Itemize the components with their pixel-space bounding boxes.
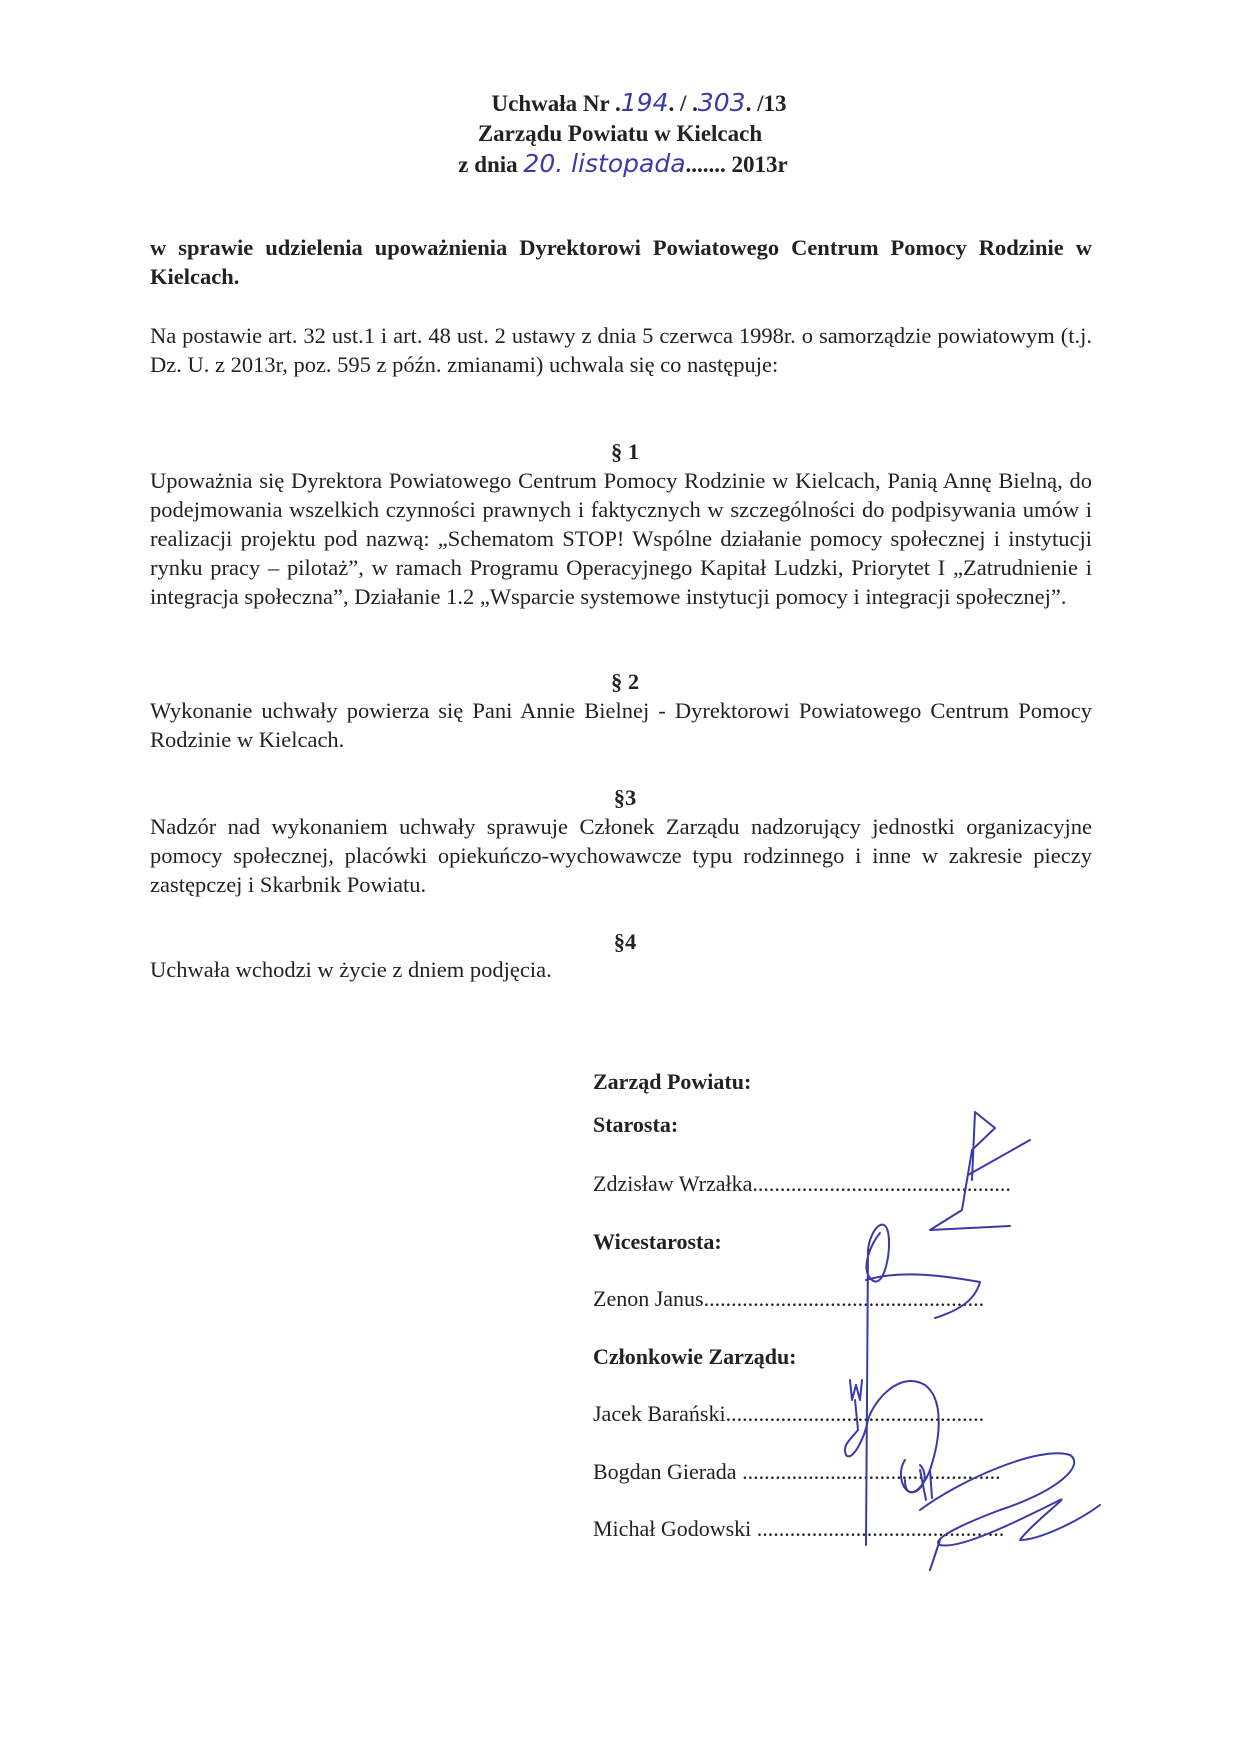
wicestarosta-name: Zenon Janus — [593, 1286, 704, 1311]
section-4-heading: §4 — [613, 929, 637, 954]
section-1-heading: § 1 — [610, 439, 640, 464]
date-prefix: z dnia — [458, 152, 524, 177]
section-1-text: Upoważnia się Dyrektora Powiatowego Centrum Pomocy Rodzinie w Kielcach, Panią Annę Bielną, do podejmowania wszelkich czynności prawnych i faktycznych w szczególności do podpisywania umów i realizacji projektu pod nazwą: „Schematom STOP! Wspólne działanie pomocy społecznej i instytucji rynku pracy – pilotaż”, w ramach Programu Operacyjnego Kapitał Ludzki, Priorytet I „Zatrudnienie i integracja społeczna”, Działanie 1.2 „Wsparcie systemowe instytucji pomocy i integracji społecznej”. — [150, 468, 1092, 609]
section-3-heading: §3 — [613, 785, 637, 810]
resolution-number-suffix: . /13 — [745, 91, 787, 116]
member-dots: ............................................... — [725, 1401, 985, 1426]
resolution-number-prefix: Uchwała Nr . — [491, 91, 621, 116]
handwritten-number-1: 194 — [620, 88, 669, 117]
starosta-dots: ............................................... — [752, 1171, 1011, 1196]
signature-wicestarosta — [866, 1225, 980, 1545]
resolution-number-separator: . / . — [668, 91, 698, 116]
section-2-text: Wykonanie uchwały powierza się Pani Annie Bielnej - Dyrektorowi Powiatowego Centrum Pomocy Rodzinie w Kielcach. — [150, 698, 1092, 752]
member-name: Jacek Barański — [593, 1401, 726, 1426]
resolution-header — [0, 88, 1240, 180]
member-name: Bogdan Gierada — [593, 1459, 737, 1484]
date-suffix: ....... 2013r — [685, 152, 788, 177]
starosta-signature-line — [593, 1170, 1090, 1198]
member-dots: ............................................. — [751, 1516, 1005, 1541]
starosta-label: Starosta: — [593, 1112, 679, 1137]
section-2-heading: § 2 — [610, 669, 640, 694]
wicestarosta-signature-line — [593, 1285, 1090, 1313]
section-4-text: Uchwała wchodzi w życie z dniem podjęcia. — [150, 957, 552, 982]
resolution-number-line — [38, 88, 1240, 119]
wicestarosta-dots: ................................................... — [703, 1286, 985, 1311]
members-label: Członkowie Zarządu: — [593, 1344, 797, 1369]
member-signature-line — [593, 1458, 1090, 1486]
legal-basis: Na postawie art. 32 ust.1 i art. 48 ust. 2 ustawy z dnia 5 czerwca 1998r. o samorządzie powiatowym (t.j. Dz. U. z 2013r, poz. 595 z późn. zmianami) uchwala się co następuje: — [150, 323, 1092, 377]
section-3-text: Nadzór nad wykonaniem uchwały sprawuje Członek Zarządu nadzorujący jednostki organizacyjne pomocy społecznej, placówki opiekuńczo-wychowawcze typu rodzinnego i inne w zakresie pieczy zastępczej i Skarbnik Powiatu. — [150, 814, 1092, 897]
board-label: Zarząd Powiatu: — [593, 1069, 752, 1094]
handwritten-date: 20. listopada — [523, 149, 686, 178]
member-name: Michał Godowski — [593, 1516, 752, 1541]
resolution-subject: w sprawie udzielenia upoważnienia Dyrektorowi Powiatowego Centrum Pomocy Rodzinie w Kielcach. — [150, 235, 1092, 289]
member-signature-line — [593, 1515, 1090, 1543]
issuing-body: Zarządu Powiatu w Kielcach — [477, 121, 763, 146]
member-signature-line — [593, 1400, 1090, 1428]
starosta-name: Zdzisław Wrzałka — [593, 1171, 753, 1196]
member-dots: ............................................... — [736, 1459, 1001, 1484]
handwritten-number-2: 303 — [697, 88, 746, 117]
resolution-date-line — [6, 149, 1240, 180]
wicestarosta-label: Wicestarosta: — [593, 1229, 722, 1254]
